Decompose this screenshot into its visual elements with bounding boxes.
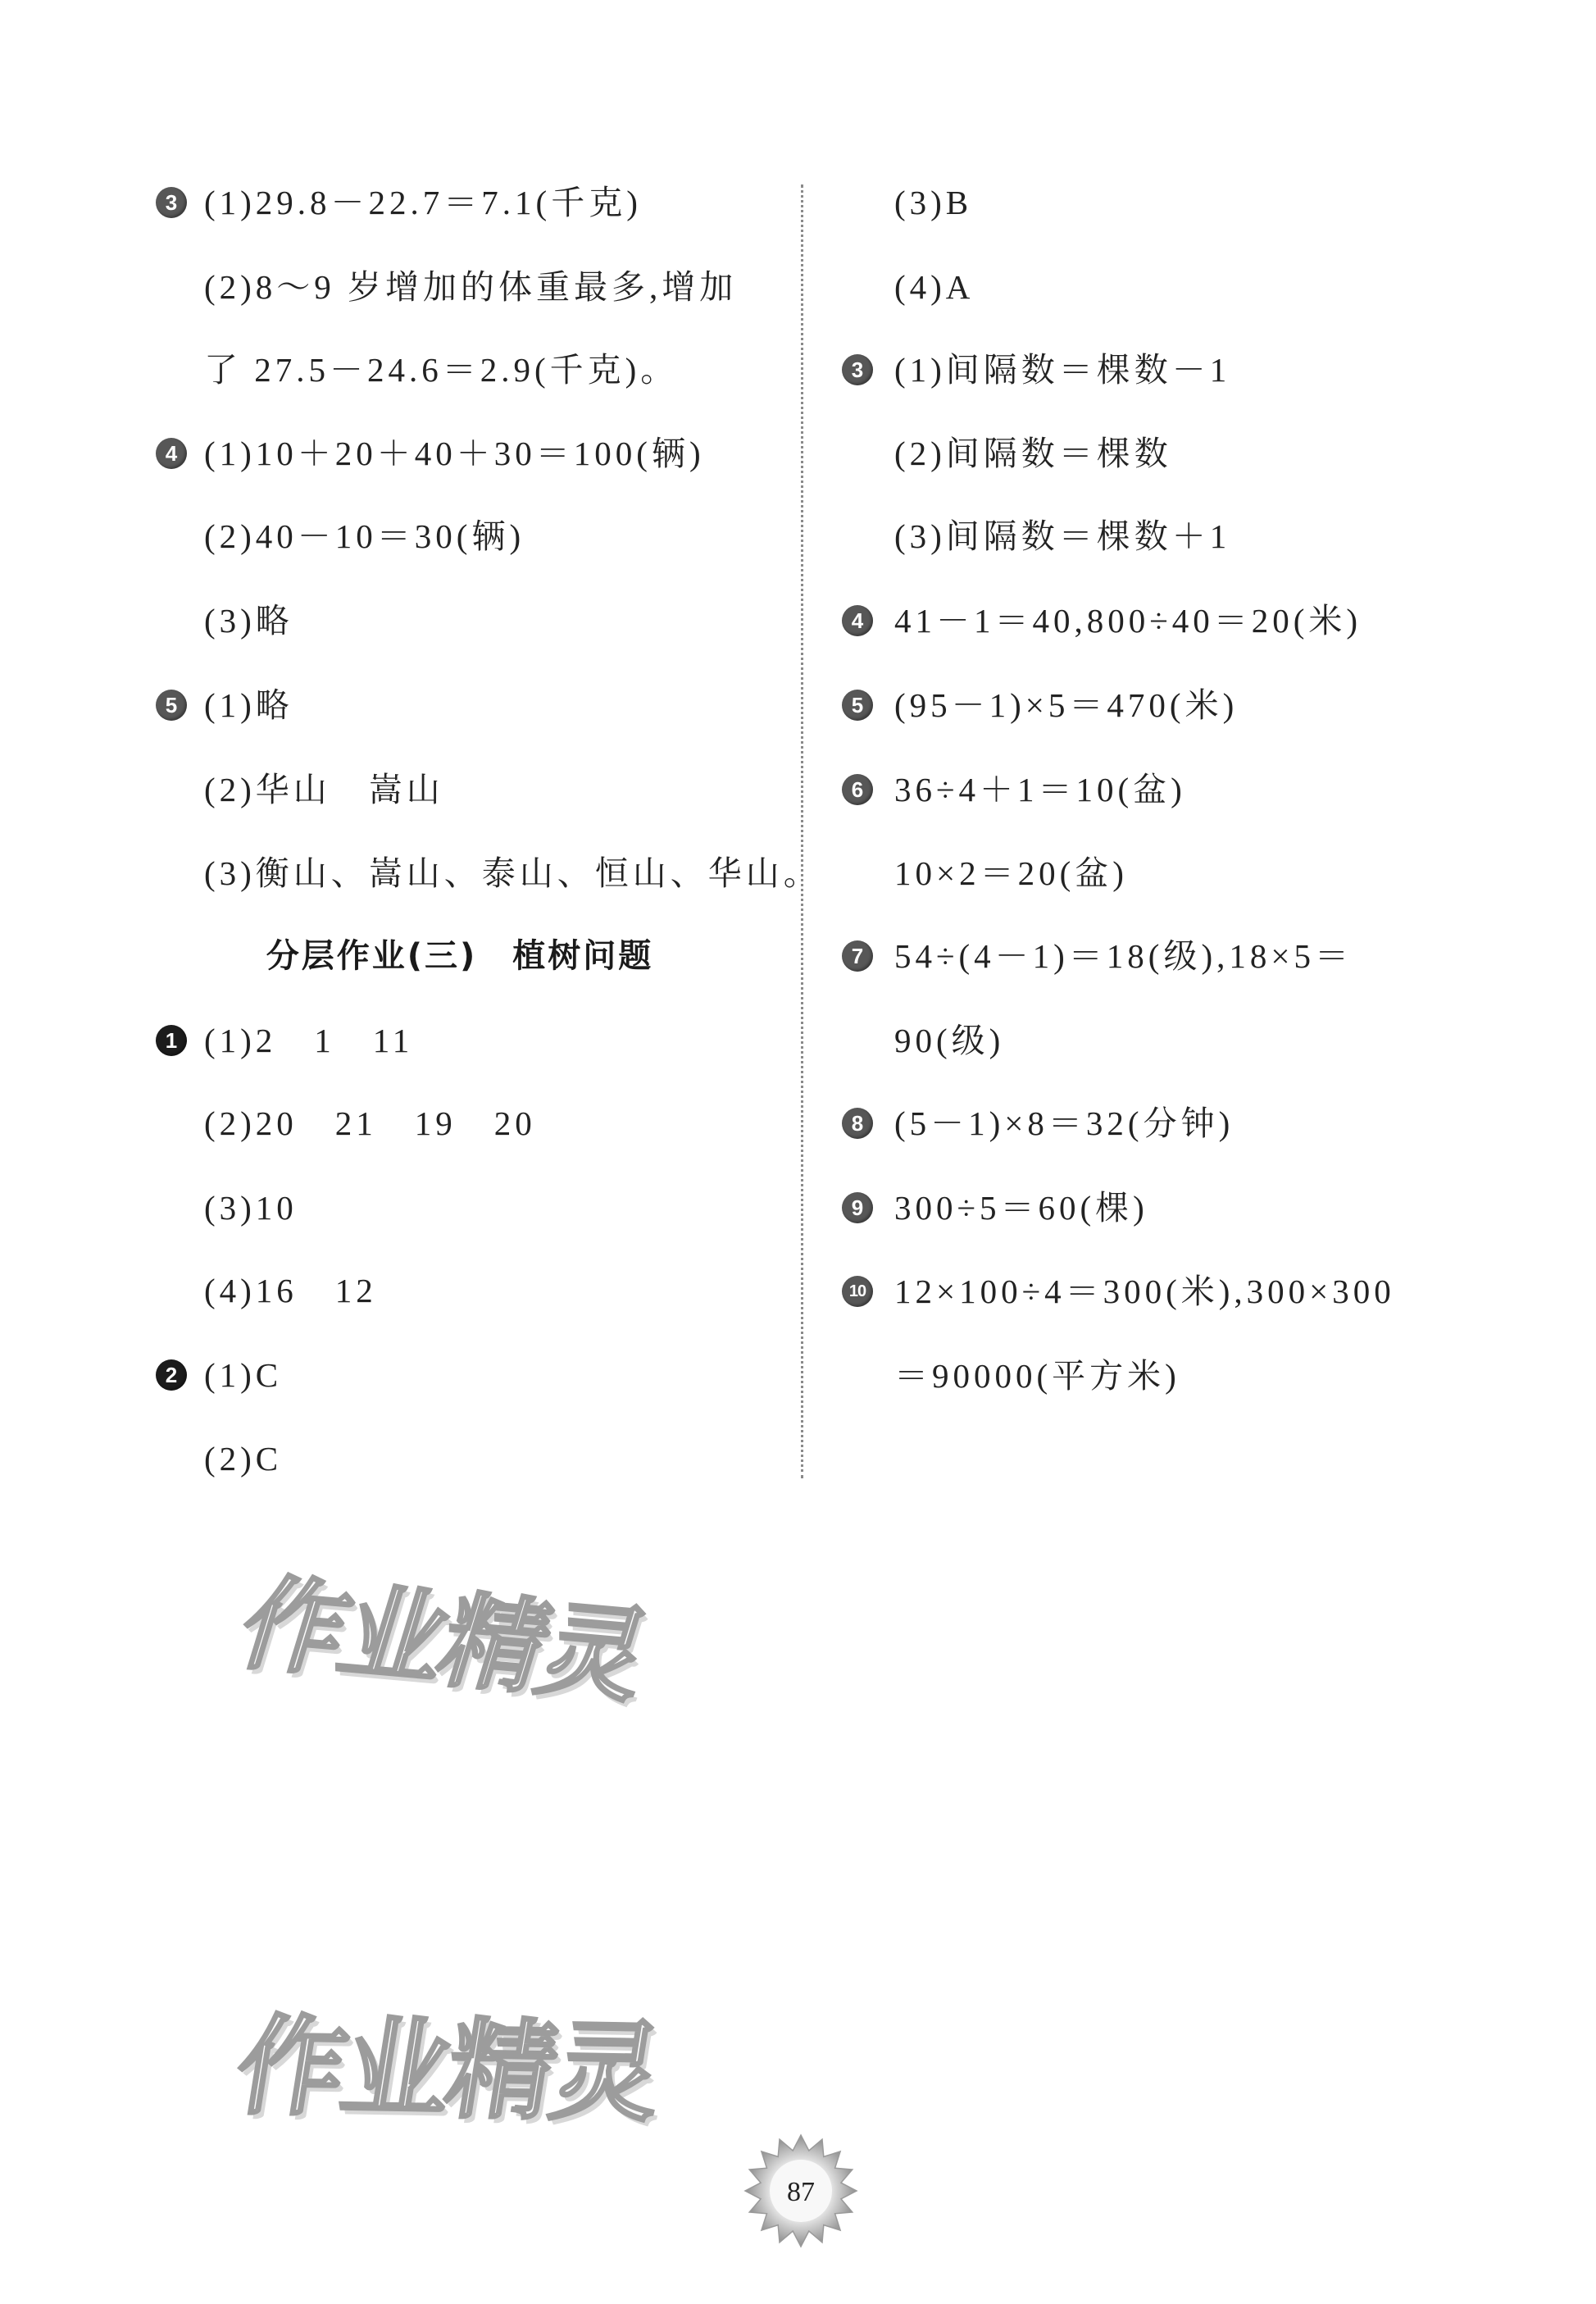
answer-line: 12×100÷4＝300(米),300×300 <box>894 1273 1395 1310</box>
answer-line: (1)略 <box>204 686 293 724</box>
page-number: 87 <box>787 2177 815 2207</box>
answer-line: 300÷5＝60(棵) <box>894 1189 1148 1227</box>
answer-line: (1)2 1 11 <box>204 1022 414 1059</box>
question-badge: 8 <box>842 1108 873 1139</box>
answer-line: (4)A <box>894 268 975 306</box>
answer-line: (2)C <box>204 1440 283 1478</box>
answer-line: (3)衡山、嵩山、泰山、恒山、华山。 <box>204 854 821 892</box>
answer-line: (2)20 21 19 20 <box>204 1104 536 1142</box>
question-badge: 5 <box>156 690 187 721</box>
answer-line: (2)8～9 岁增加的体重最多,增加 <box>204 268 738 306</box>
answer-line: (5－1)×8＝32(分钟) <box>894 1104 1235 1142</box>
question-badge: 1 <box>156 1025 187 1056</box>
question-badge: 3 <box>156 187 187 218</box>
question-badge: 4 <box>842 605 873 636</box>
answer-line: (2)间隔数＝棵数 <box>894 435 1172 472</box>
question-badge: 9 <box>842 1192 873 1223</box>
question-badge: 10 <box>842 1276 873 1307</box>
answer-line: 41－1＝40,800÷40＝20(米) <box>894 602 1362 640</box>
question-badge: 3 <box>842 354 873 385</box>
answer-line: (1)间隔数＝棵数－1 <box>894 351 1231 389</box>
answer-line: (1)29.8－22.7＝7.1(千克) <box>204 184 642 221</box>
page-number-sunburst <box>742 2132 860 2250</box>
answer-line: 54÷(4－1)＝18(级),18×5＝ <box>894 937 1353 975</box>
answer-line: (4)16 12 <box>204 1272 377 1309</box>
answer-line: 10×2＝20(盆) <box>894 854 1128 892</box>
answer-line: (2)40－10＝30(辆) <box>204 517 525 555</box>
answer-line: 了 27.5－24.6＝2.9(千克)。 <box>204 351 679 389</box>
answer-line: 90(级) <box>894 1022 1005 1059</box>
answer-line: (3)间隔数＝棵数＋1 <box>894 517 1231 555</box>
watermark: 作业精灵 <box>227 2003 668 2138</box>
answer-line: 36÷4＋1＝10(盆) <box>894 771 1186 808</box>
answer-line: (1)C <box>204 1356 283 1394</box>
answer-line: (3)B <box>894 184 973 221</box>
question-badge: 2 <box>156 1359 187 1391</box>
question-badge: 7 <box>842 940 873 972</box>
question-badge: 5 <box>842 690 873 721</box>
answer-line: (3)略 <box>204 602 293 640</box>
watermark: 作业精灵 <box>225 1564 662 1717</box>
question-badge: 6 <box>842 774 873 805</box>
answer-line: (2)华山 嵩山 <box>204 771 444 808</box>
answer-line: ＝90000(平方米) <box>894 1357 1180 1395</box>
column-divider <box>801 184 803 1478</box>
answer-line: (95－1)×5＝470(米) <box>894 686 1239 724</box>
question-badge: 4 <box>156 438 187 469</box>
section-title: 分层作业(三) 植树问题 <box>266 937 654 975</box>
answer-line: (1)10＋20＋40＋30＝100(辆) <box>204 435 705 472</box>
answer-line: (3)10 <box>204 1189 298 1227</box>
